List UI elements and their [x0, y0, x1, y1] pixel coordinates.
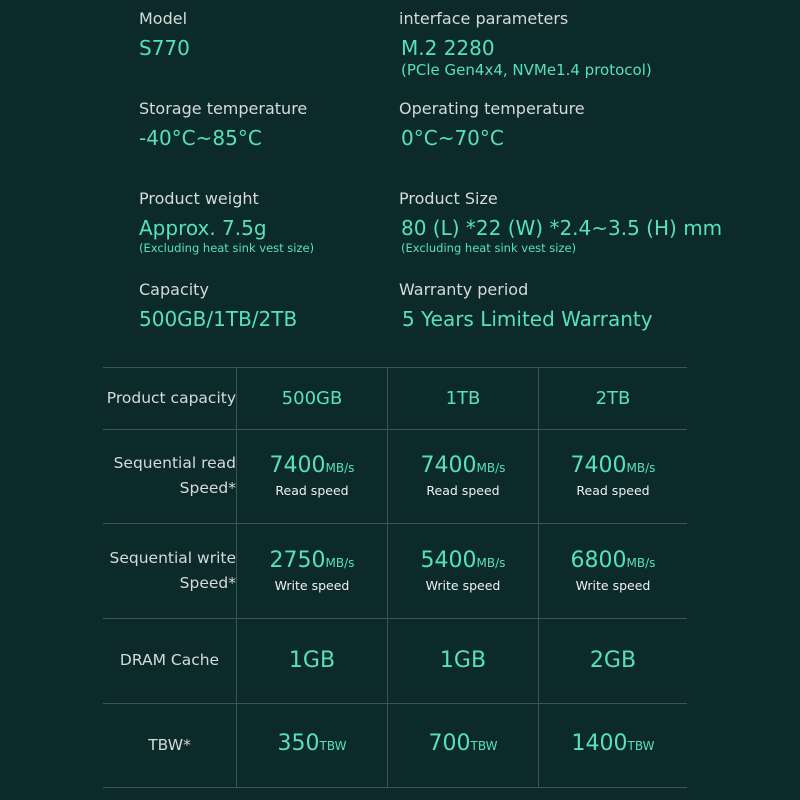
speed-caption: Read speed [426, 483, 500, 498]
spec-value: -40°C~85°C [139, 126, 262, 150]
row-label-line: Speed* [179, 573, 236, 592]
spec-label: Capacity [139, 280, 209, 299]
speed-value: 2750MB/s [269, 547, 355, 573]
speed-value: 6800MB/s [570, 547, 656, 573]
spec-size [399, 189, 729, 255]
spec-interface [399, 9, 729, 79]
row-label: TBW* [148, 735, 191, 754]
spec-value: Approx. 7.5g [139, 216, 267, 240]
row-label-sequential-write [103, 523, 236, 618]
spec-label: Product weight [139, 189, 259, 208]
spec-value: 5 Years Limited Warranty [402, 307, 653, 331]
spec-value: 80 (L) *22 (W) *2.4~3.5 (H) mm [401, 216, 723, 240]
tbw-value: 1400TBW [571, 731, 655, 756]
spec-label: Storage temperature [139, 99, 308, 118]
spec-warranty [399, 280, 729, 332]
spec-label: Warranty period [399, 280, 529, 299]
speed-value: 7400MB/s [269, 453, 355, 478]
speed-value: 7400MB/s [570, 453, 656, 478]
speed-value: 5400MB/s [420, 547, 506, 573]
row-label-line: Sequential write [109, 548, 236, 567]
write-speed-cell [539, 523, 687, 618]
speed-caption: Write speed [575, 577, 651, 593]
spec-operating-temp [399, 99, 729, 151]
spec-value: S770 [139, 36, 190, 60]
row-label-line: Sequential read [113, 454, 236, 472]
row-label-product-capacity [103, 367, 236, 429]
column-header: 1TB [445, 387, 481, 409]
spec-label: interface parameters [399, 9, 569, 28]
spec-value: 500GB/1TB/2TB [139, 307, 298, 331]
read-speed-cell [237, 429, 387, 523]
speed-value: 7400MB/s [420, 453, 506, 478]
tbw-value: 700TBW [428, 731, 498, 756]
spec-note: (Excluding heat sink vest size) [401, 241, 577, 255]
column-header: 500GB [281, 387, 343, 409]
spec-label: Product Size [399, 189, 498, 208]
table-divider [103, 787, 687, 788]
speed-caption: Write speed [274, 577, 350, 593]
spec-value: M.2 2280 [401, 36, 495, 60]
spec-label: Operating temperature [399, 99, 585, 118]
speed-caption: Read speed [275, 483, 349, 498]
read-speed-cell [539, 429, 687, 523]
tbw-value: 350TBW [277, 731, 347, 756]
column-header: 2TB [595, 387, 631, 409]
tbw-cell [388, 703, 538, 787]
write-speed-cell [388, 523, 538, 618]
spec-value: 0°C~70°C [401, 126, 504, 150]
spec-sub: (PCle Gen4x4, NVMe1.4 protocol) [401, 61, 652, 79]
speed-caption: Write speed [425, 577, 501, 593]
spec-note: (Excluding heat sink vest size) [139, 241, 315, 255]
tbw-cell [237, 703, 387, 787]
row-label-sequential-read [103, 429, 236, 523]
dram-cell: 1GB [439, 647, 487, 673]
row-label-dram-cache [103, 618, 236, 703]
write-speed-cell [237, 523, 387, 618]
row-label: DRAM Cache [119, 651, 220, 669]
spec-label: Model [139, 9, 188, 28]
dram-cell: 1GB [288, 647, 336, 673]
row-label: Product capacity [106, 388, 236, 407]
tbw-cell [539, 703, 687, 787]
row-label-line: Speed* [179, 479, 236, 497]
read-speed-cell [388, 429, 538, 523]
dram-cell: 2GB [589, 647, 637, 673]
row-label-tbw [103, 703, 236, 787]
speed-caption: Read speed [576, 483, 650, 498]
